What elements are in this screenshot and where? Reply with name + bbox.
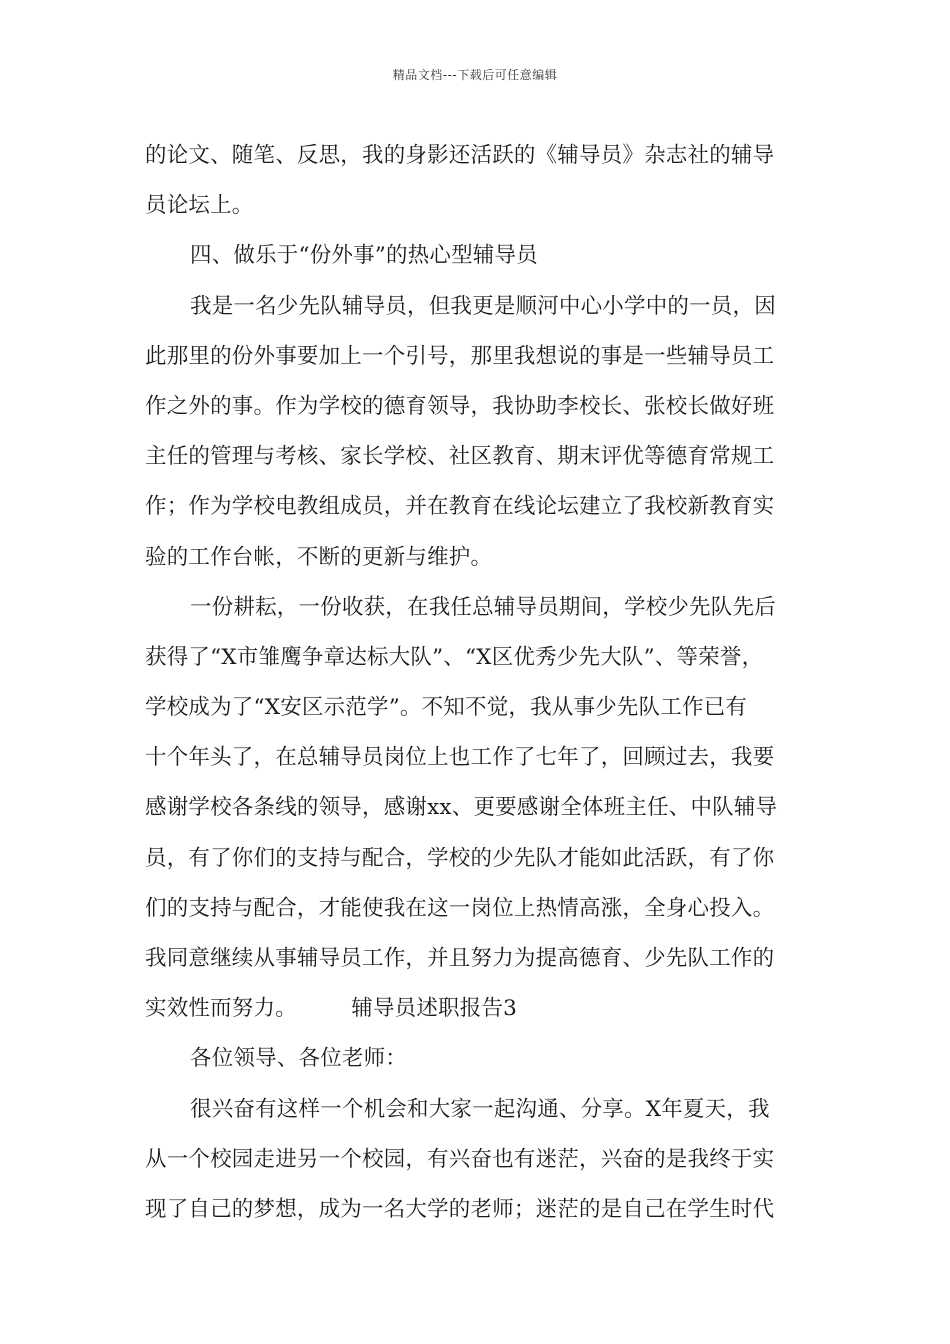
- text-line: 十个年头了，在总辅导员岗位上也工作了七年了，回顾过去，我要: [145, 745, 775, 771]
- text-line: 作；作为学校电教组成员，并在教育在线论坛建立了我校新教育实: [145, 494, 775, 520]
- page-header: 精品文档---下载后可任意编辑: [392, 68, 558, 82]
- text-line: 学校成为了“X安区示范学”。不知不觉，我从事少先队工作已有: [145, 695, 748, 721]
- text-line: 我是一名少先队辅导员，但我更是顺河中心小学中的一员，因: [190, 293, 776, 319]
- text-line: 很兴奋有这样一个机会和大家一起沟通、分享。X年夏天，我: [190, 1096, 770, 1122]
- text-line: 我同意继续从事辅导员工作，并且努力为提高德育、少先队工作的: [145, 946, 775, 971]
- text-line: 一份耕耘，一份收获，在我任总辅导员期间，学校少先队先后: [190, 594, 776, 620]
- text-line: 从一个校园走进另一个校园，有兴奋也有迷茫，兴奋的是我终于实: [145, 1146, 775, 1172]
- text-line: 验的工作台帐，不断的更新与维护。: [145, 544, 493, 570]
- text-line: 作之外的事。作为学校的德育领导，我协助李校长、张校长做好班: [145, 393, 775, 419]
- document-body: [145, 131, 810, 1235]
- text-line: 获得了“X市雏鹰争章达标大队”、“X区优秀少先大队”、等荣誉，: [145, 644, 764, 670]
- salutation: 各位领导、各位老师：: [190, 1046, 408, 1072]
- text-line: 实效性而努力。 辅导员述职报告3: [145, 996, 518, 1022]
- text-line: 员，有了你们的支持与配合，学校的少先队才能如此活跃，有了你: [145, 845, 775, 871]
- text-line: 现了自己的梦想，成为一名大学的老师；迷茫的是自己在学生时代: [145, 1196, 775, 1222]
- section-heading: 四、做乐于“份外事”的热心型辅导员: [190, 243, 538, 269]
- text-line: 的论文、随笔、反思，我的身影还活跃的《辅导员》杂志社的辅导: [145, 143, 775, 168]
- text-line: 此那里的份外事要加上一个引号，那里我想说的事是一些辅导员工: [145, 343, 775, 369]
- text-line: 员论坛上。: [145, 193, 254, 219]
- text-line: 感谢学校各条线的领导，感谢xx、更要感谢全体班主任、中队辅导: [145, 795, 778, 821]
- text-line: 们的支持与配合，才能使我在这一岗位上热情高涨，全身心投入。: [145, 895, 775, 921]
- text-line: 主任的管理与考核、家长学校、社区教育、期末评优等德育常规工: [145, 444, 775, 470]
